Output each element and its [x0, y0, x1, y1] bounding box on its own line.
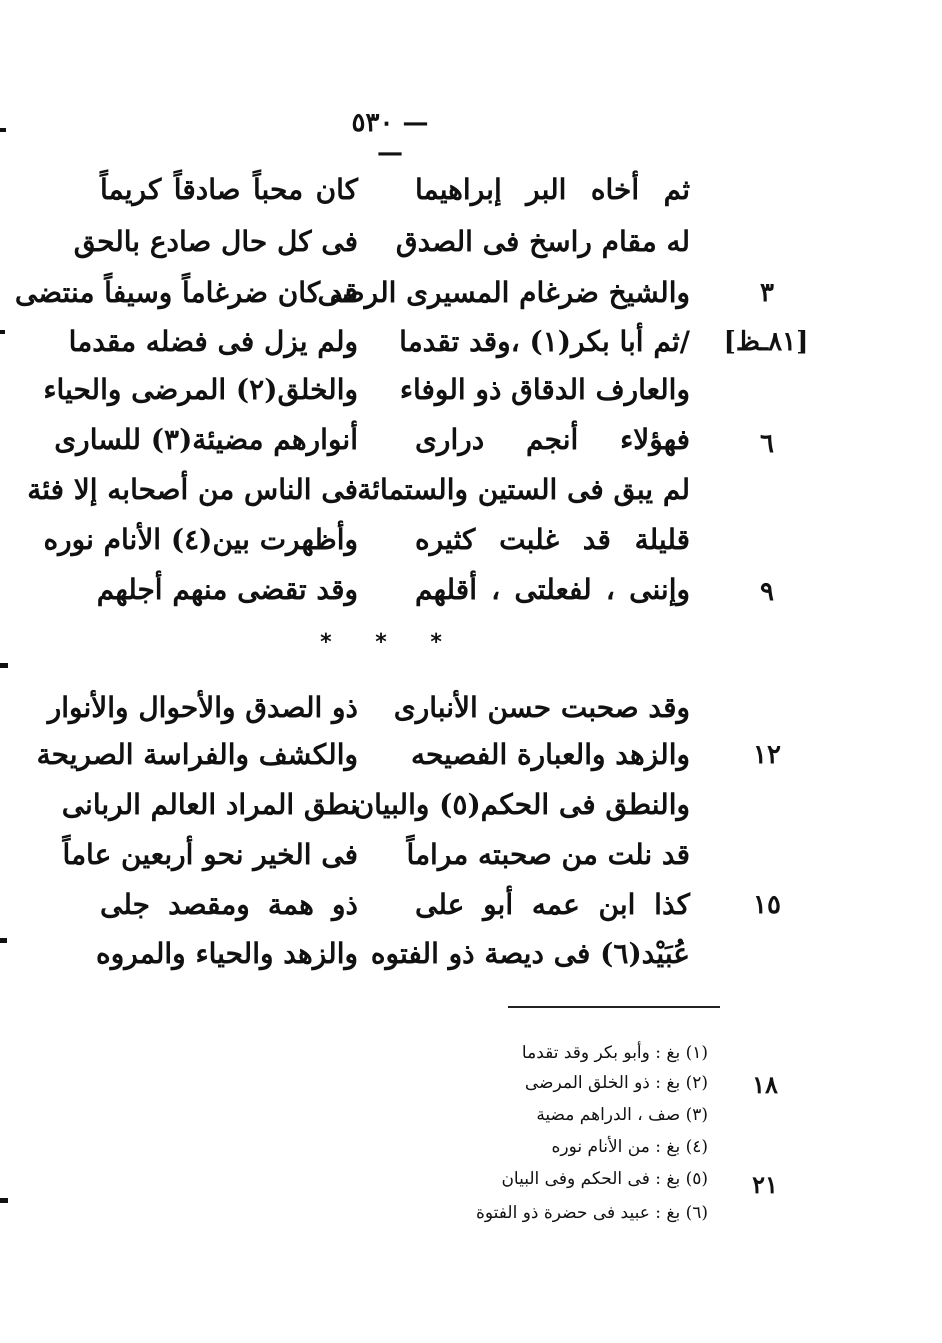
verse-first-hemistich: فهؤلاء أنجم دراری — [415, 423, 690, 456]
verse-first-hemistich: عُبَيْد(٦) فى ديصة ذو الفتوه — [370, 937, 690, 970]
verse-second-hemistich: قد كان ضرغاماً وسيفاً منتضى — [14, 276, 358, 309]
scan-edge-mark — [0, 663, 8, 668]
verse-first-hemistich: وقد صحبت حسن الأنبارى — [393, 691, 690, 724]
line-number: ٣ — [760, 278, 774, 308]
verse-first-hemistich: والزهد والعبارة الفصيحه — [410, 738, 690, 771]
verse-first-hemistich: والشيخ ضرغام المسيرى الرضى — [317, 276, 690, 309]
verse-first-hemistich: والعارف الدقاق ذو الوفاء — [399, 373, 690, 406]
page-number: — ٥٣٠ — — [351, 108, 429, 168]
verse-line — [61, 785, 690, 835]
verse-line — [43, 520, 690, 570]
verse-line — [90, 170, 690, 220]
verse-second-hemistich: فى كل حال صادع بالحق — [73, 225, 358, 258]
footnote: (٣) صف ، الدراهم مضية — [536, 1105, 708, 1125]
footnote: (٦) بغ : عبيد فى حضرة ذو الفتوة — [475, 1203, 708, 1223]
section-separator: * * * — [320, 630, 460, 655]
verse-first-hemistich: وإننى ، لفعلتى ، أقلهم — [415, 573, 690, 606]
line-number: ٦ — [760, 429, 774, 459]
verse-second-hemistich: كان محباً صادقاً كريماً — [100, 173, 358, 206]
verse-second-hemistich: والكشف والفراسة الصريحة — [36, 738, 358, 771]
verse-second-hemistich: والخلق(٢) المرضى والحياء — [43, 373, 358, 406]
verse-line — [90, 885, 690, 935]
verse-first-hemistich: قليلة قد غلبت كثيره — [415, 523, 690, 556]
verse-second-hemistich: ذو همة ومقصد جلى — [100, 888, 358, 921]
verse-first-hemistich: كذا ابن عمه أبو على — [415, 888, 690, 921]
verse-line — [68, 322, 690, 372]
verse-first-hemistich: والنطق فى الحكم(٥) والبيان — [353, 788, 690, 821]
verse-second-hemistich: ولم يزل فى فضله مقدما — [68, 325, 358, 358]
verse-line — [14, 273, 690, 323]
verse-first-hemistich: قد نلت من صحبته مراماً — [406, 838, 690, 871]
verse-first-hemistich: /ثم أبا بكر(١) ،وقد تقدما — [399, 325, 690, 358]
verse-line — [43, 370, 690, 420]
verse-line — [54, 420, 690, 470]
footnote: (٥) بغ : فى الحكم وفى البيان — [501, 1169, 708, 1189]
verse-second-hemistich: وأظهرت بين(٤) الأنام نوره — [43, 523, 358, 556]
verse-first-hemistich: لم يبق فى الستين والستمائة — [357, 473, 690, 506]
verse-second-hemistich: أنوارهم مضيئة(٣) للسارى — [54, 423, 358, 456]
line-number: ٩ — [760, 577, 774, 607]
verse-second-hemistich: والزهد والحياء والمروه — [96, 937, 358, 970]
verse-first-hemistich: له مقام راسخ فى الصدق — [395, 225, 690, 258]
verse-second-hemistich: فى الناس من أصحابه إلا فئة — [27, 473, 358, 506]
footnote: (٢) بغ : ذو الخلق المرضى — [524, 1073, 708, 1093]
scan-edge-mark — [0, 330, 5, 334]
margin-reference: [٨١ـظ] — [723, 327, 809, 357]
verse-first-hemistich: ثم أخاه البر إبراهيما — [415, 173, 690, 206]
scan-edge-mark — [0, 938, 7, 943]
verse-second-hemistich: نطق المراد العالم الربانى — [61, 788, 358, 821]
scan-edge-mark — [0, 1198, 8, 1203]
line-number: ١٢ — [753, 740, 781, 770]
verse-second-hemistich: ذو الصدق والأحوال والأنوار — [47, 691, 358, 724]
verse-line — [36, 735, 690, 785]
verse-line — [90, 934, 690, 984]
verse-line — [90, 570, 690, 620]
footnote: (٤) بغ : من الأنام نوره — [551, 1137, 708, 1157]
line-number: ٢١ — [752, 1170, 778, 1199]
verse-line — [47, 688, 690, 738]
footnote-separator-rule — [508, 1006, 720, 1008]
line-number: ١٥ — [753, 890, 781, 920]
footnote: (١) بغ : وأبو بكر وقد تقدما — [521, 1043, 708, 1063]
verse-second-hemistich: فى الخير نحو أربعين عاماً — [62, 838, 358, 871]
line-number: ١٨ — [752, 1070, 778, 1099]
verse-line — [62, 835, 690, 885]
verse-line — [27, 470, 690, 520]
scan-edge-mark — [0, 128, 6, 132]
verse-line — [73, 222, 690, 272]
verse-second-hemistich: وقد تقضى منهم أجلهم — [96, 573, 358, 606]
